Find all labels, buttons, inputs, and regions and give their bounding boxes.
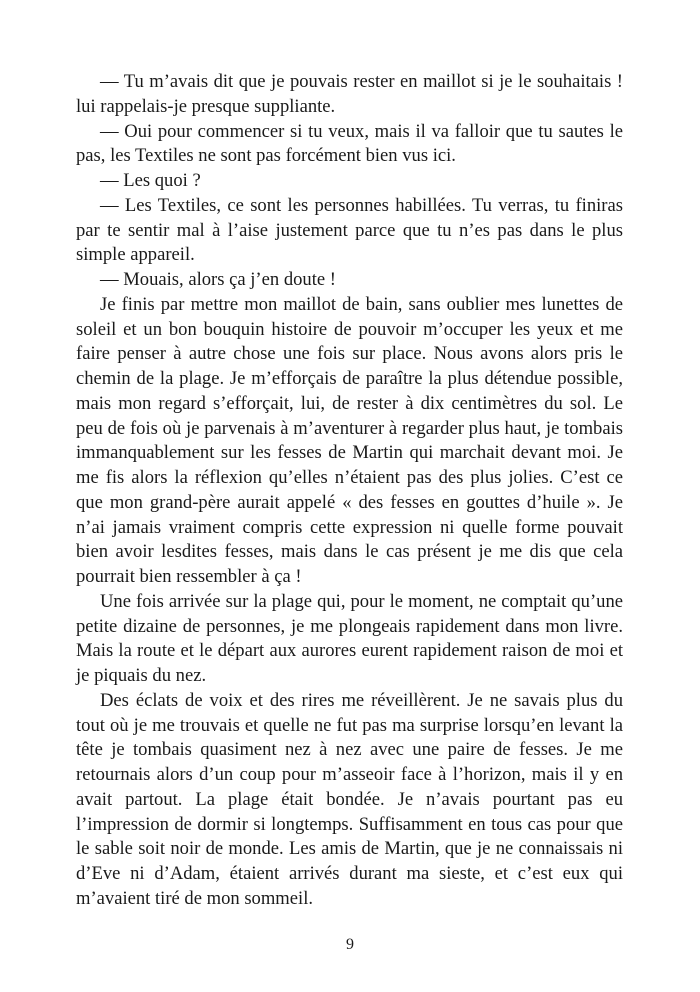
paragraph-dialogue-3: — Les quoi ? xyxy=(100,170,201,191)
page-number: 9 xyxy=(346,936,354,953)
paragraph-dialogue-1: — Tu m’avais dit que je pouvais rester en maillot si je le souhaitais ! lui rappelais-je presque suppliante. xyxy=(76,71,623,117)
paragraph-narrative-1: Je finis par mettre mon maillot de bain, sans oublier mes lunettes de soleil et un bon bouquin histoire de pouvoir m’occuper les yeux et me faire penser à autre chose une fois sur place. Nous avons alors pris le chemin de la plage. Je m’efforçais de paraître la plus détendue possible, mais mon regard s’efforçait, lui, de rester à dix centimètres du sol. Le peu de fois où je parvenais à m’aventurer à regarder plus haut, je tombais immanquablement sur les fesses de Martin qui marchait devant moi. Je me fis alors la réflexion qu’elles n’étaient pas des plus jolies. C’est ce que mon grand-père aurait appelé « des fesses en gouttes d’huile ». Je n’ai jamais vraiment compris cette expression ni quelle forme pouvait bien avoir lesdites fesses, mais dans le cas présent je me dis que cela pourrait bien ressembler à ça ! xyxy=(76,293,623,587)
paragraph-dialogue-5: — Mouais, alors ça j’en doute ! xyxy=(100,269,336,290)
page-body xyxy=(76,70,623,912)
paragraph-narrative-2: Une fois arrivée sur la plage qui, pour le moment, ne comptait qu’une petite dizaine de personnes, je me plongeais rapidement dans mon livre. Mais la route et le départ aux aurores eurent rapidement raison de moi et je piquais du nez. xyxy=(76,590,623,686)
paragraph-narrative-3: Des éclats de voix et des rires me réveillèrent. Je ne savais plus du tout où je me trouvais et quelle ne fut pas ma surprise lorsqu’en levant la tête je tombais quasiment nez à nez avec une paire de fesses. Je me retournais alors d’un coup pour m’asseoir face à l’horizon, mais il y en avait partout. La plage était bondée. Je n’avais pourtant pas eu l’impression de dormir si longtemps. Suffisamment en tous cas pour que le sable soit noir de monde. Les amis de Martin, que je ne connaissais ni d’Eve ni d’Adam, étaient arrivés durant ma sieste, et c’est eux qui m’avaient tiré de mon sommeil. xyxy=(76,689,623,909)
paragraph-dialogue-2: — Oui pour commencer si tu veux, mais il va falloir que tu sautes le pas, les Textiles ne sont pas forcément bien vus ici. xyxy=(76,120,623,167)
paragraph-dialogue-4: — Les Textiles, ce sont les personnes habillées. Tu verras, tu finiras par te sentir mal à l’aise justement parce que tu n’es pas dans le plus simple appareil. xyxy=(76,194,623,266)
